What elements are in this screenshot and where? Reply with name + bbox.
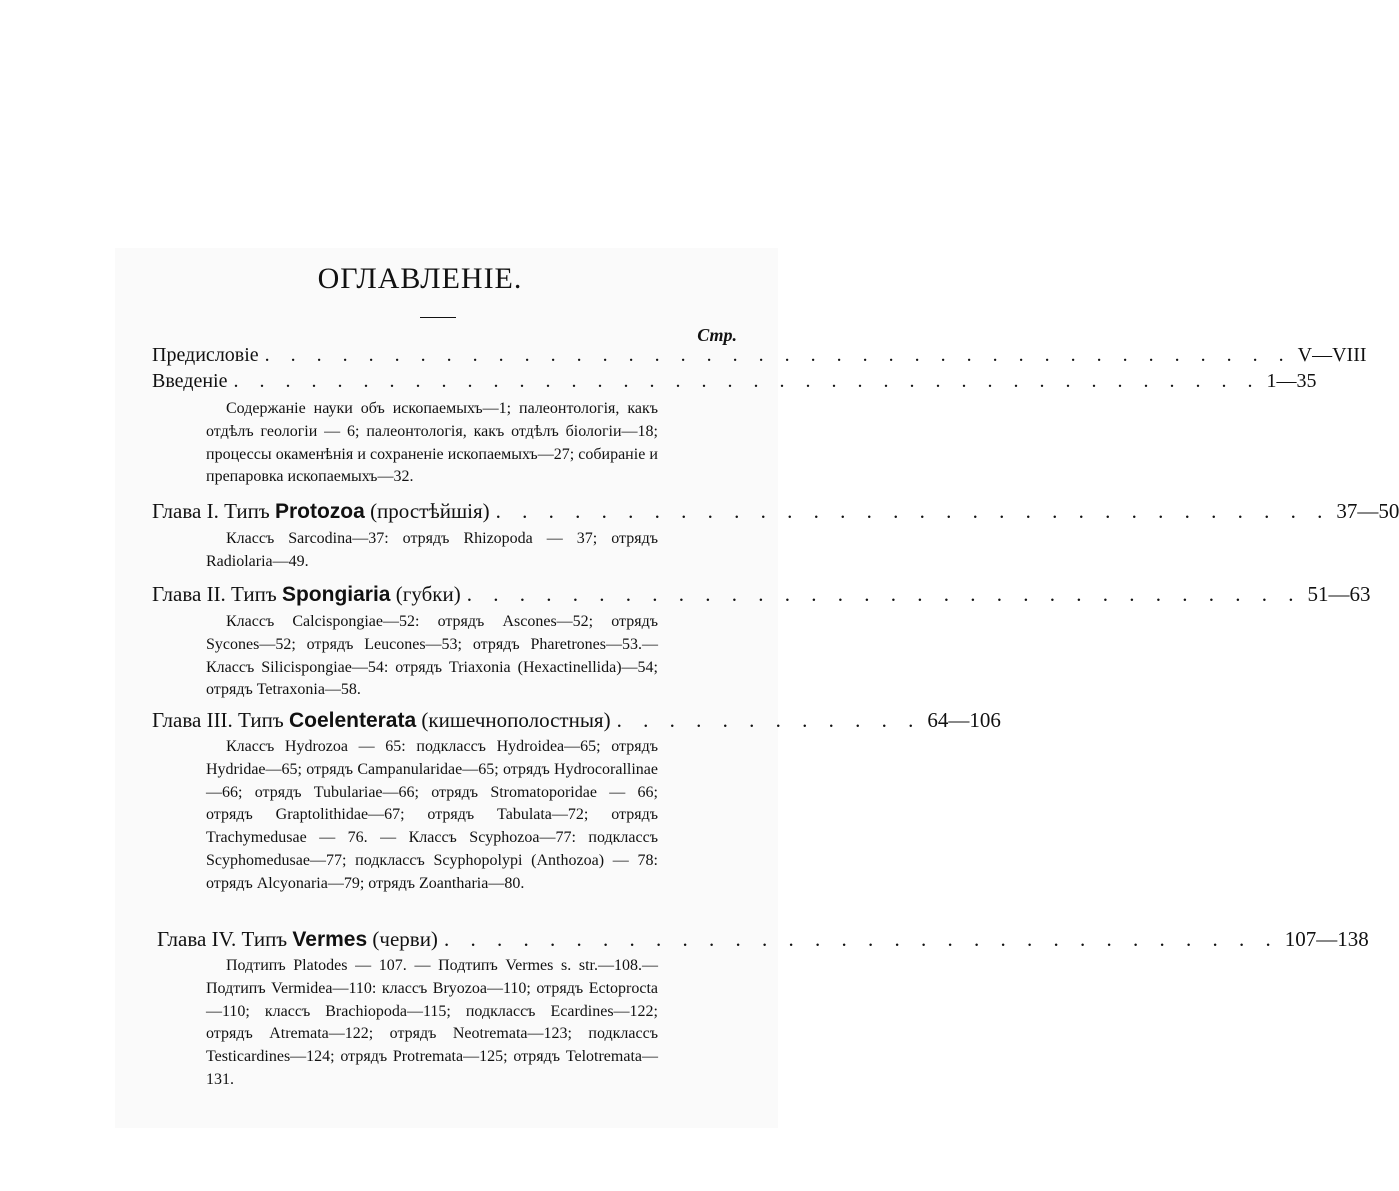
page-column-header: Стр. xyxy=(697,325,737,345)
taxon-name: Coelenterata xyxy=(288,709,417,732)
toc-entry-label: Введенiе xyxy=(152,370,228,392)
toc-entry-label: Предисловiе xyxy=(152,344,259,366)
toc-entry-pages: 51—63 xyxy=(1307,582,1371,606)
leader-dots: . . . . . . . . . . . . . . . . . . . . . . . . . . . . . . . . xyxy=(466,582,1302,606)
toc-entry-pages: 1—35 xyxy=(1266,370,1317,392)
toc-entry-description xyxy=(206,736,658,896)
toc-entry-chapter-1[interactable] xyxy=(152,499,1399,524)
toc-entry-pages: 64—106 xyxy=(927,708,1001,732)
toc-entry-description xyxy=(206,611,658,702)
chapter-prefix: Глава II. Типъ xyxy=(152,582,282,606)
chapter-suffix: (простѣйшiя) xyxy=(364,499,490,523)
taxon-name: Protozoa xyxy=(274,500,365,523)
chapter-suffix: (кишечнополостныя) xyxy=(416,708,611,732)
chapter-prefix: Глава III. Типъ xyxy=(152,708,289,732)
description-text: Подтипъ Platodes — 107. — Подтипъ Vermes s. str.—108.—Подтипъ Vermidea—110: классъ Bryozoa—110; отрядъ Ectoprocta—110; классъ Brachiopoda—115; подклассъ Ecardines—122; отрядъ Atremata—122; отрядъ Neotremata—123; подклассъ Testicardines—124; отрядъ Protremata—125; отрядъ Telotremata—131. xyxy=(206,957,658,1088)
leader-dots: . . . . . . . . . . . . . . . . . . . . . . . . . . . . . . . . . . . . . . . . xyxy=(264,344,1292,366)
chapter-prefix: Глава I. Типъ xyxy=(152,499,275,523)
chapter-suffix: (черви) xyxy=(367,927,438,951)
toc-entry-chapter-3[interactable] xyxy=(152,708,1001,733)
leader-dots: . . . . . . . . . . . . . . . . . . . . . . . . . . . . . . . . . . . . . . . . xyxy=(233,370,1261,392)
taxon-name: Spongiaria xyxy=(281,583,391,606)
description-text: Классъ Sarcodina—37: отрядъ Rhizopoda — 37; отрядъ Radiolaria—49. xyxy=(206,530,658,570)
toc-entry-label xyxy=(152,499,496,524)
chapter-prefix: Глава IV. Типъ xyxy=(157,927,293,951)
chapter-suffix: (губки) xyxy=(390,582,461,606)
toc-entry-introduction[interactable] xyxy=(152,370,1317,393)
title-divider xyxy=(420,317,456,318)
toc-entry-pages: 37—50 xyxy=(1336,499,1399,523)
toc-entry-preface[interactable] xyxy=(152,344,1367,367)
leader-dots: . . . . . . . . . . . . . . . . . . . . . . . . . . . . . . . . xyxy=(443,927,1279,951)
toc-entry-description xyxy=(206,398,658,489)
leader-dots: . . . . . . . . . . . . xyxy=(616,708,922,732)
toc-entry-description xyxy=(206,528,658,574)
toc-entry-label xyxy=(152,708,617,733)
toc-entry-pages: V—VIII xyxy=(1297,344,1367,366)
description-text: Содержанiе науки объ ископаемыхъ—1; палеонтологiя, какъ отдѣлъ геологiи — 6; палеонтологiя, какъ отдѣлъ бiологiи—18; процессы окаменѣнiя и сохраненiе ископаемыхъ—27; собиранiе и препаровка ископаемыхъ—32. xyxy=(206,400,658,486)
toc-entry-label xyxy=(152,582,467,607)
description-text: Классъ Hydrozoa — 65: подклассъ Hydroidea—65; отрядъ Hydridae—65; отрядъ Campanularidae—65; отрядъ Hydrocorallinae—66; отрядъ Tubulariae—66; отрядъ Stromatoporidae — 66; отрядъ Graptolithidae—67; отрядъ Tabulata—72; отрядъ Trachymedusae — 76. — Классъ Scyphozoa—77: подклассъ Scyphomedusae—77; подклассъ Scyphopolypi (Anthozoa) — 78: отрядъ Alcyonaria—79; отрядъ Zoantharia—80. xyxy=(206,738,658,892)
toc-entry-pages: 107—138 xyxy=(1284,927,1369,951)
leader-dots: . . . . . . . . . . . . . . . . . . . . . . . . . . . . . . . . xyxy=(495,499,1331,523)
toc-entry-label xyxy=(157,927,444,952)
toc-entry-description xyxy=(206,955,658,1092)
toc-entry-chapter-4[interactable] xyxy=(157,927,1369,952)
page-title: ОГЛАВЛЕНIЕ. xyxy=(317,262,523,295)
taxon-name: Vermes xyxy=(292,928,368,951)
toc-entry-chapter-2[interactable] xyxy=(152,582,1371,607)
description-text: Классъ Calcispongiae—52: отрядъ Ascones—52; отрядъ Sycones—52; отрядъ Leucones—53; отрядъ Pharetrones—53.—Классъ Silicispongiae—54: отрядъ Triaxonia (Hexactinellida)—54; отрядъ Tetraxonia—58. xyxy=(206,613,658,699)
